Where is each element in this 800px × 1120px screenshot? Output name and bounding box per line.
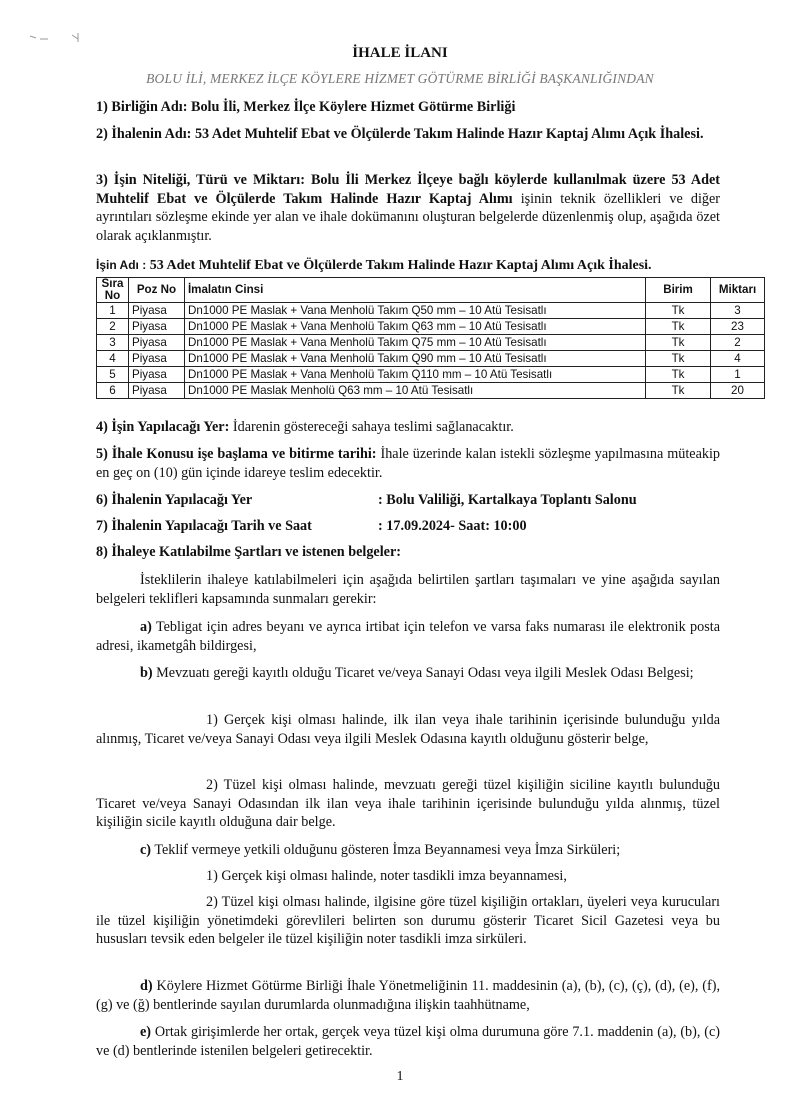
col-header-birim: Birim [646, 278, 711, 303]
requirement-a [96, 618, 720, 655]
section-1 [96, 98, 720, 117]
cell-poz: Piyasa [128, 319, 184, 335]
section-8-heading [96, 543, 720, 562]
issuer-subtitle: BOLU İLİ, MERKEZ İLÇE KÖYLERE HİZMET GÖTÜRME BİRLİĞİ BAŞKANLIĞINDAN [146, 71, 654, 86]
page-number: 1 [396, 1069, 404, 1084]
cell-cins: Dn1000 PE Maslak + Vana Menholü Takım Q90 mm – 10 Atü Tesisatlı [184, 351, 645, 367]
cell-birim: Tk [646, 319, 711, 335]
requirement-a-label: a) [140, 619, 152, 635]
requirement-b [96, 664, 720, 683]
cell-cins: Dn1000 PE Maslak + Vana Menholü Takım Q63 mm – 10 Atü Tesisatlı [184, 319, 645, 335]
section-2 [96, 125, 720, 144]
cell-birim: Tk [646, 351, 711, 367]
cell-birim: Tk [646, 383, 711, 399]
section-3-label: 3) İşin Niteliği, Türü ve Miktarı: [96, 172, 305, 188]
section-6-label: 6) İhalenin Yapılacağı Yer [96, 492, 253, 508]
requirement-e [96, 1023, 720, 1060]
cell-sira: 2 [97, 319, 129, 335]
table-row [97, 303, 765, 319]
cell-miktar: 20 [711, 383, 765, 399]
section-8-intro: İsteklilerin ihaleye katılabilmeleri için aşağıda belirtilen şartları taşımaları ve yine aşağıda sayılan belgeleri teklifleri kapsamında sunmaları gerekir: [96, 572, 720, 607]
requirement-b2: 2) Tüzel kişi olması halinde, mevzuatı gereği tüzel kişiliğin siciline kayıtlı bulunduğu Ticaret ve/veya Sanayi Odasından ilk ilan veya ihale tarihinin içerisinde bulunduğu yılda alınmış, tüzel kişiliğin sicile kayıtlı olduğuna dair belge. [96, 777, 720, 830]
section-3-rest: işinin teknik özellikleri ve diğer ayrıntıları sözleşme ekinde yer alan ve ihale dokümanını oluşturan belgelerde düzenlenmiş olup, aşağıda özet olarak açıklanmıştır. [96, 190, 721, 244]
cell-cins: Dn1000 PE Maslak + Vana Menholü Takım Q110 mm – 10 Atü Tesisatlı [184, 367, 645, 383]
section-7-value: : 17.09.2024- Saat: 10:00 [378, 518, 527, 534]
section-3-lead: Bolu İli Merkez İlçeye bağlı köylerde kullanılmak üzere [310, 172, 666, 188]
section-4-label: 4) İşin Yapılacağı Yer: [96, 419, 230, 435]
cell-miktar: 3 [711, 303, 765, 319]
cell-sira: 5 [97, 367, 129, 383]
section-3-bold: 53 Adet Muhtelif Ebat ve Ölçülerde Takım Halinde Hazır Kaptaj Alımı [96, 172, 720, 207]
requirement-c [96, 841, 720, 860]
table-caption-label: İşin Adı : [96, 258, 147, 272]
section-7-label: 7) İhalenin Yapılacağı Tarih ve Saat [96, 518, 312, 534]
requirement-d-label: d) [140, 978, 153, 994]
section-5-label: 5) İhale Konusu işe başlama ve bitirme tarihi: [96, 446, 377, 462]
table-row [97, 319, 765, 335]
cell-sira: 4 [97, 351, 129, 367]
cell-cins: Dn1000 PE Maslak + Vana Menholü Takım Q75 mm – 10 Atü Tesisatlı [184, 335, 645, 351]
col-header-miktar: Miktarı [711, 278, 765, 303]
requirement-e-label: e) [140, 1024, 152, 1040]
cell-poz: Piyasa [128, 367, 184, 383]
table-caption [96, 256, 652, 276]
requirement-b-text: Mevzuatı gereği kayıtlı olduğu Ticaret ve/veya Sanayi Odası veya ilgili Meslek Odası Belgesi; [156, 665, 694, 681]
page-title: İHALE İLANI [352, 45, 448, 61]
requirement-c-text: Teklif vermeye yetkili olduğunu gösteren İmza Beyannamesi veya İmza Sirküleri; [154, 842, 621, 858]
section-8-label: 8) İhaleye Katılabilme Şartları ve istenen belgeler: [96, 544, 401, 560]
cell-miktar: 4 [711, 351, 765, 367]
col-header-cins: İmalatın Cinsi [184, 278, 645, 303]
section-2-label: 2) İhalenin Adı: [96, 126, 192, 142]
cell-poz: Piyasa [128, 303, 184, 319]
cell-poz: Piyasa [128, 383, 184, 399]
requirement-a-text: Tebligat için adres beyanı ve ayrıca irtibat için telefon ve varsa faks numarası ile elektronik posta adresi, ikametgâh bildirgesi, [96, 619, 720, 654]
requirement-c-label: c) [140, 842, 152, 858]
col-header-poz: Poz No [128, 278, 184, 303]
section-1-value: Bolu İli, Merkez İlçe Köylere Hizmet Götürme Birliği [191, 99, 516, 115]
requirement-b1: 1) Gerçek kişi olması halinde, ilk ilan veya ihale tarihinin içerisinde bulunduğu yılda alınmış, Ticaret ve/veya Sanayi Odası veya ilgili Meslek Odasına kayıtlı olduğunu gösterir belge, [96, 712, 720, 747]
requirement-e-text: Ortak girişimlerde her ortak, gerçek veya tüzel kişi olma durumuna göre 7.1. maddenin (a), (b), (c) ve (d) bentlerinde istenilen belgeleri getirecektir. [96, 1024, 720, 1059]
cell-birim: Tk [646, 335, 711, 351]
cell-miktar: 1 [711, 367, 765, 383]
section-4 [96, 418, 720, 437]
section-7 [96, 517, 720, 536]
table-row [97, 351, 765, 367]
section-5 [96, 445, 720, 482]
section-6 [96, 491, 720, 510]
requirement-d-text: Köylere Hizmet Götürme Birliği İhale Yönetmeliğinin 11. maddesinin (a), (b), (c), (ç), (d), (e), (f), (g) ve (ğ) bentlerinde sayılan durumlarda olunmadığına ilişkin taahhütname, [96, 978, 720, 1013]
section-4-value: İdarenin göstereceği sahaya teslimi sağlanacaktır. [232, 419, 514, 435]
section-5-value: İhale üzerinde kalan istekli sözleşme yapılmasına müteakip en geç on (10) gün içinde idareye teslim edecektir. [96, 446, 721, 481]
section-6-value: : Bolu Valiliği, Kartalkaya Toplantı Salonu [378, 492, 637, 508]
cell-birim: Tk [646, 367, 711, 383]
cell-sira: 3 [97, 335, 129, 351]
table-header-row [97, 278, 765, 303]
table-row [97, 367, 765, 383]
cell-poz: Piyasa [128, 351, 184, 367]
requirement-d [96, 977, 720, 1014]
table-row [97, 383, 765, 399]
requirement-c2: 2) Tüzel kişi olması halinde, ilgisine göre tüzel kişiliğin ortakları, üyeleri veya kurucuları ile tüzel kişiliğin yönetimdeki görevlileri belirten son durumu gösterir Ticaret Sicil Gazetesi veya bu hususları tevsik eden belgeler ile tüzel kişiliğin noter tasdikli imza sirküleri. [96, 894, 720, 947]
cell-cins: Dn1000 PE Maslak Menholü Q63 mm – 10 Atü Tesisatlı [184, 383, 645, 399]
col-header-sira: Sıra No [97, 278, 129, 303]
section-1-label: 1) Birliğin Adı: [96, 99, 188, 115]
requirement-c1: 1) Gerçek kişi olması halinde, noter tasdikli imza beyannamesi, [206, 868, 567, 884]
requirement-b-label: b) [140, 665, 153, 681]
cell-sira: 6 [97, 383, 129, 399]
cell-poz: Piyasa [128, 335, 184, 351]
table-row [97, 335, 765, 351]
cell-sira: 1 [97, 303, 129, 319]
cell-birim: Tk [646, 303, 711, 319]
section-3 [96, 171, 720, 245]
items-table [96, 277, 765, 399]
cell-miktar: 23 [711, 319, 765, 335]
table-caption-value: 53 Adet Muhtelif Ebat ve Ölçülerde Takım Halinde Hazır Kaptaj Alımı Açık İhalesi. [149, 258, 652, 273]
cell-cins: Dn1000 PE Maslak + Vana Menholü Takım Q50 mm – 10 Atü Tesisatlı [184, 303, 645, 319]
scan-artifact-mark [28, 30, 88, 44]
cell-miktar: 2 [711, 335, 765, 351]
section-2-value: 53 Adet Muhtelif Ebat ve Ölçülerde Takım Halinde Hazır Kaptaj Alımı Açık İhalesi. [194, 126, 704, 142]
